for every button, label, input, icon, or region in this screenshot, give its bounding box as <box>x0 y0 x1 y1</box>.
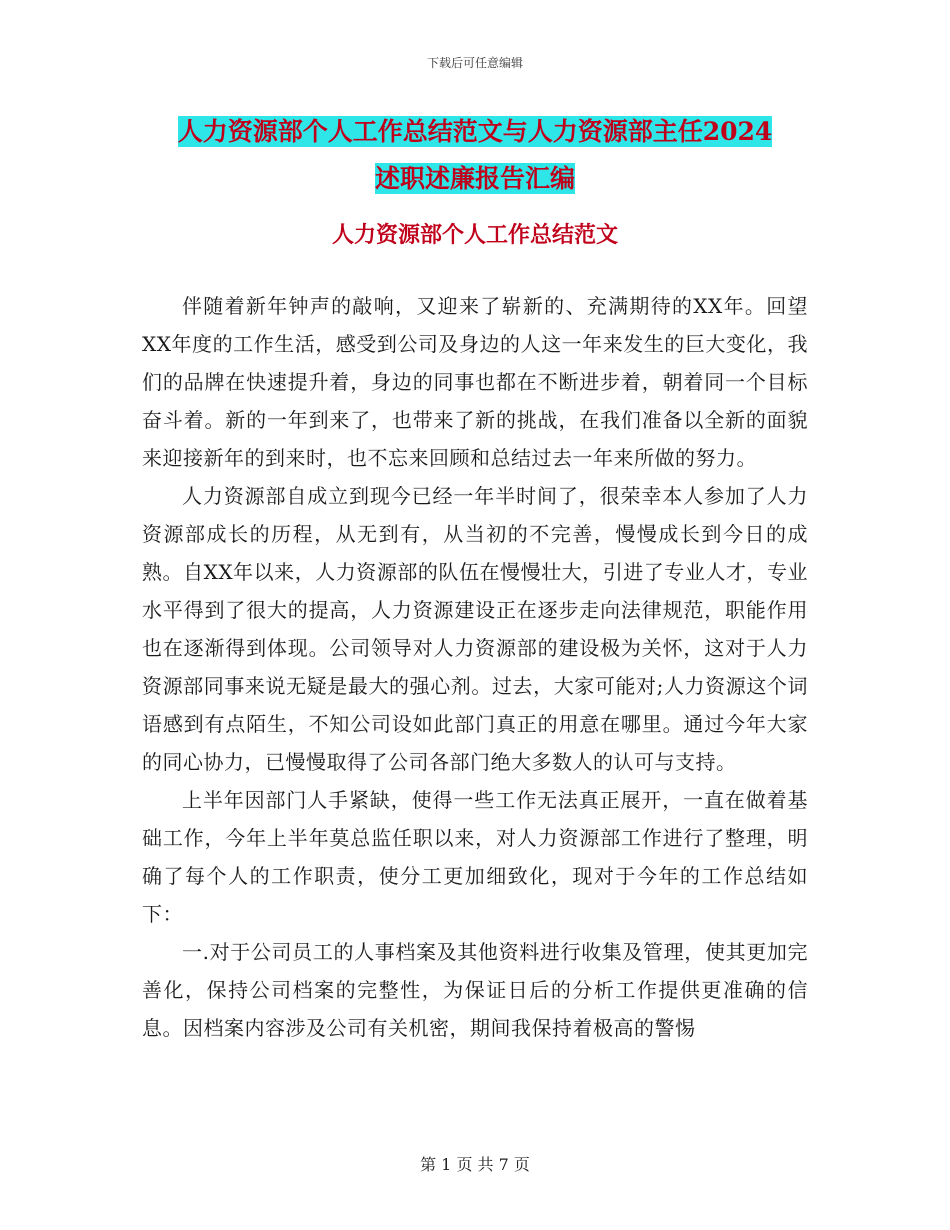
section-title: 人力资源部个人工作总结范文 <box>331 222 618 248</box>
document-body <box>142 287 808 1047</box>
document-title-line-1: 人力资源部个人工作总结范文与人力资源部主任2024 <box>177 117 773 146</box>
document-title-line-2: 述职述廉报告汇编 <box>374 164 575 193</box>
document-title <box>140 108 810 202</box>
page-number: 第 1 页 共 7 页 <box>420 1155 530 1174</box>
paragraph-4: 一.对于公司员工的人事档案及其他资料进行收集及管理，使其更加完善化，保持公司档案的完整性，为保证日后的分析工作提供更准确的信息。因档案内容涉及公司有关机密，期间我保持着极高的警惕 <box>142 940 808 1040</box>
paragraph-2: 人力资源部自成立到现今已经一年半时间了，很荣幸本人参加了人力资源部成长的历程，从无到有，从当初的不完善，慢慢成长到今日的成熟。自XX年以来，人力资源部的队伍在慢慢壮大，引进了专业人才，专业水平得到了很大的提高，人力资源建设正在逐步走向法律规范，职能作用也在逐渐得到体现。公司领导对人力资源部的建设极为关怀，这对于人力资源部同事来说无疑是最大的强心剂。过去，大家可能对;人力资源这个词语感到有点陌生，不知公司设如此部门真正的用意在哪里。通过今年大家的同心协力，已慢慢取得了公司各部门绝大多数人的认可与支持。 <box>142 484 808 774</box>
paragraph-1: 伴随着新年钟声的敲响，又迎来了崭新的、充满期待的XX年。回望XX年度的工作生活，感受到公司及身边的人这一年来发生的巨大变化，我们的品牌在快速提升着，身边的同事也都在不断进步着，朝着同一个目标奋斗着。新的一年到来了，也带来了新的挑战，在我们准备以全新的面貌来迎接新年的到来时，也不忘来回顾和总结过去一年来所做的努力。 <box>142 294 808 470</box>
header-note: 下载后可任意编辑 <box>426 56 523 70</box>
paragraph-3: 上半年因部门人手紧缺，使得一些工作无法真正展开，一直在做着基础工作，今年上半年莫总监任职以来，对人力资源部工作进行了整理，明确了每个人的工作职责，使分工更加细致化，现对于今年的工作总结如下： <box>142 788 808 926</box>
